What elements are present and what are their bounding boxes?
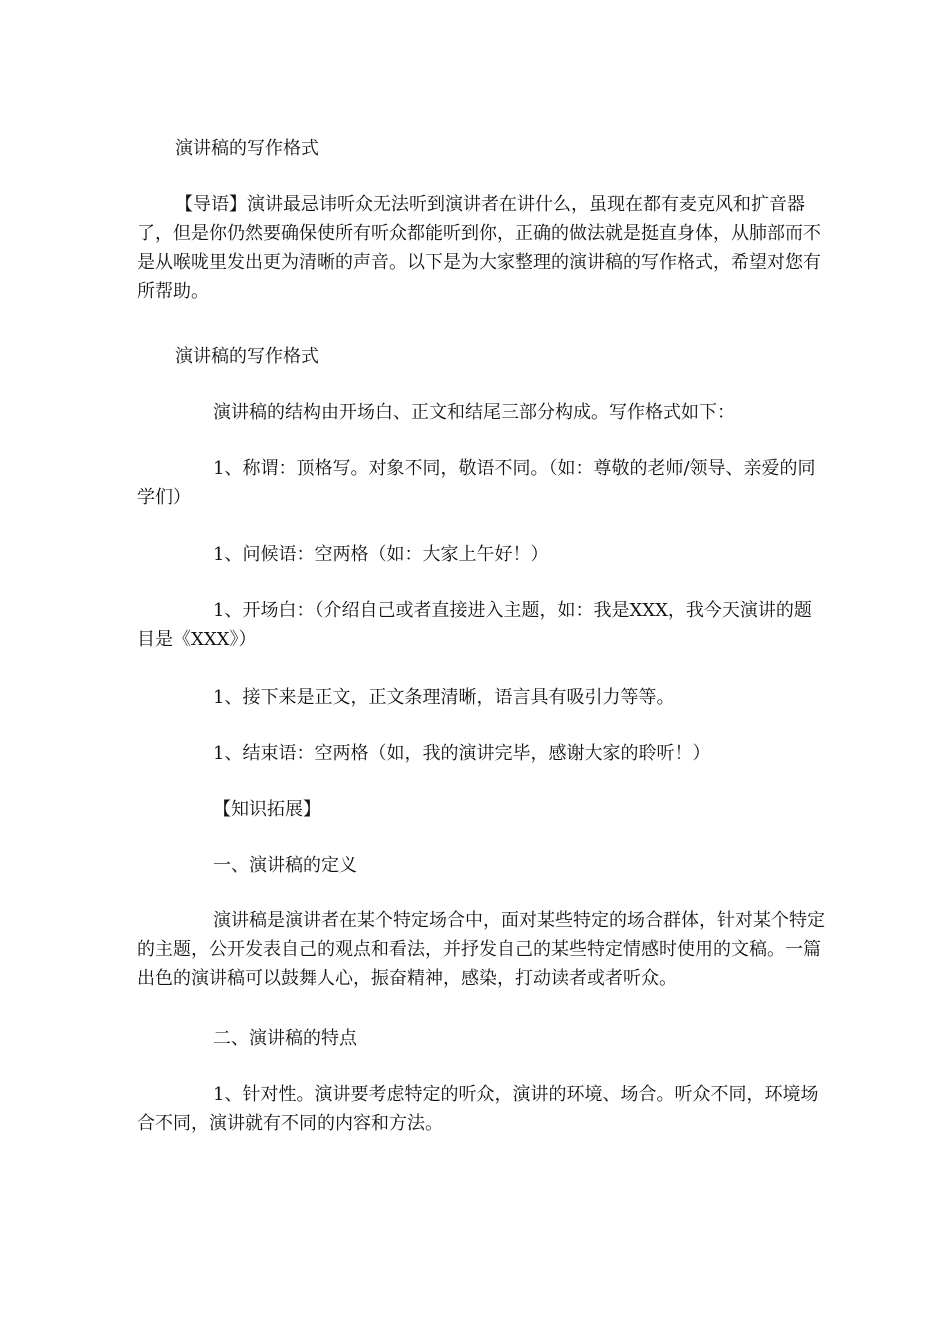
section-heading: 二、演讲稿的特点 [213, 1028, 357, 1049]
list-item: 1、开场白：（介绍自己或者直接进入主题，如：我是XXX，我今天演讲的题目是《XXX》） [137, 600, 812, 650]
section-body: 演讲稿是演讲者在某个特定场合中，面对某些特定的场合群体，针对某个特定的主题，公开发表自己的观点和看法，并抒发自己的某些特定情感时使用的文稿。一篇出色的演讲稿可以鼓舞人心，振奋精神，感染，打动读者或者听众。 [137, 910, 825, 989]
list-item: 1、接下来是正文，正文条理清晰，语言具有吸引力等等。 [213, 687, 675, 708]
document-title: 演讲稿的写作格式 [175, 138, 319, 159]
list-item: 1、称谓：顶格写。对象不同，敬语不同。（如：尊敬的老师/领导、亲爱的同学们） [137, 458, 816, 508]
structure-paragraph: 演讲稿的结构由开场白、正文和结尾三部分构成。写作格式如下： [213, 402, 735, 423]
intro-paragraph: 【导语】演讲最忌讳听众无法听到演讲者在讲什么，虽现在都有麦克风和扩音器了，但是你仍然要确保使所有听众都能听到你，正确的做法就是挺直身体，从肺部而不是从喉咙里发出更为清晰的声音。以下是为大家整理的演讲稿的写作格式，希望对您有所帮助。 [137, 194, 821, 302]
knowledge-heading: 【知识拓展】 [213, 799, 321, 820]
subtitle: 演讲稿的写作格式 [175, 346, 319, 367]
section-heading: 一、演讲稿的定义 [213, 855, 357, 876]
list-item: 1、问候语：空两格（如：大家上午好！） [213, 544, 549, 565]
list-item: 1、结束语：空两格（如，我的演讲完毕，感谢大家的聆听！） [213, 743, 711, 764]
section-body: 1、针对性。演讲要考虑特定的听众，演讲的环境、场合。听众不同，环境场合不同，演讲就有不同的内容和方法。 [137, 1084, 819, 1134]
